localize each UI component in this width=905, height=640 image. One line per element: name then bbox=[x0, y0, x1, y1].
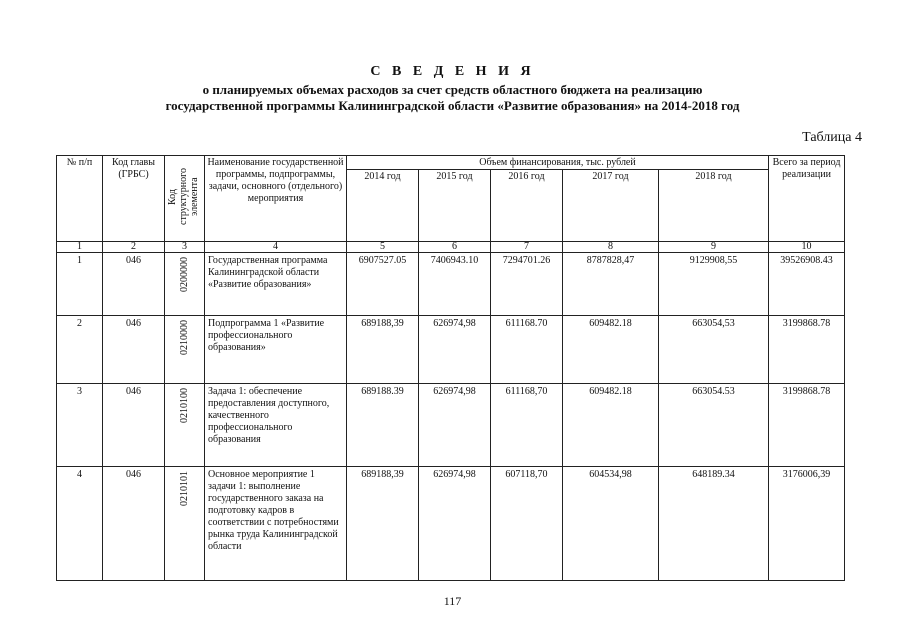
row-name: Подпрограмма 1 «Развитие профессионального образования» bbox=[205, 316, 347, 384]
funding-table bbox=[56, 155, 845, 581]
col-number: 7 bbox=[491, 242, 563, 253]
row-value-2016: 611168.70 bbox=[491, 316, 563, 384]
row-value-2018: 9129908,55 bbox=[659, 253, 769, 316]
row-code bbox=[165, 467, 205, 581]
header-2017: 2017 год bbox=[563, 170, 659, 242]
column-number-row bbox=[57, 242, 845, 253]
row-value-2018: 663054.53 bbox=[659, 384, 769, 467]
row-num: 4 bbox=[57, 467, 103, 581]
row-value-2015: 7406943.10 bbox=[419, 253, 491, 316]
table-label: Таблица 4 bbox=[802, 130, 862, 145]
col-number: 4 bbox=[205, 242, 347, 253]
row-num: 3 bbox=[57, 384, 103, 467]
row-name: Государственная программа Калининградской области «Развитие образования» bbox=[205, 253, 347, 316]
page-number: 117 bbox=[443, 594, 462, 608]
row-grbs: 046 bbox=[103, 316, 165, 384]
header-2016: 2016 год bbox=[491, 170, 563, 242]
header-name: Наименование государственной программы, подпрограммы, задачи, основного (отдельного) мероприятия bbox=[205, 156, 347, 242]
row-num: 1 bbox=[57, 253, 103, 316]
row-value-2018: 648189.34 bbox=[659, 467, 769, 581]
row-value-2015: 626974,98 bbox=[419, 316, 491, 384]
row-value-2014: 689188,39 bbox=[347, 316, 419, 384]
header-2018: 2018 год bbox=[659, 170, 769, 242]
header-2014: 2014 год bbox=[347, 170, 419, 242]
row-num: 2 bbox=[57, 316, 103, 384]
document-subtitle-line2: государственной программы Калининградской области «Развитие образования» на 2014-2018 год bbox=[165, 98, 740, 113]
row-value-2017: 609482.18 bbox=[563, 384, 659, 467]
col-number: 10 bbox=[769, 242, 845, 253]
header-num: № п/п bbox=[57, 156, 103, 242]
row-value-2016: 611168,70 bbox=[491, 384, 563, 467]
table-row bbox=[57, 384, 845, 467]
row-code bbox=[165, 384, 205, 467]
col-number: 3 bbox=[165, 242, 205, 253]
header-2015: 2015 год bbox=[419, 170, 491, 242]
row-grbs: 046 bbox=[103, 253, 165, 316]
row-total: 3199868.78 bbox=[769, 316, 845, 384]
row-value-2017: 604534,98 bbox=[563, 467, 659, 581]
row-grbs: 046 bbox=[103, 467, 165, 581]
row-code-text: 0210100 bbox=[179, 388, 190, 423]
header-code-label: Код структурного элемента bbox=[166, 168, 200, 226]
row-name: Основное мероприятие 1 задачи 1: выполнение государственного заказа на подготовку кадров в соответствии с потребностями рынка труда Калининградской области bbox=[205, 467, 347, 581]
row-value-2016: 607118,70 bbox=[491, 467, 563, 581]
col-number: 1 bbox=[57, 242, 103, 253]
row-code bbox=[165, 316, 205, 384]
row-value-2014: 6907527.05 bbox=[347, 253, 419, 316]
row-total: 3176006,39 bbox=[769, 467, 845, 581]
row-total: 3199868.78 bbox=[769, 384, 845, 467]
table-row bbox=[57, 467, 845, 581]
document-title: С В Е Д Е Н И Я bbox=[370, 64, 535, 79]
header-funding-group: Объем финансирования, тыс. рублей bbox=[347, 156, 769, 170]
row-value-2016: 7294701.26 bbox=[491, 253, 563, 316]
row-code-text: 0210101 bbox=[179, 471, 190, 506]
table-row bbox=[57, 316, 845, 384]
row-value-2014: 689188,39 bbox=[347, 467, 419, 581]
row-value-2017: 8787828,47 bbox=[563, 253, 659, 316]
row-value-2015: 626974,98 bbox=[419, 384, 491, 467]
row-value-2014: 689188.39 bbox=[347, 384, 419, 467]
row-value-2018: 663054,53 bbox=[659, 316, 769, 384]
row-total: 39526908.43 bbox=[769, 253, 845, 316]
col-number: 6 bbox=[419, 242, 491, 253]
col-number: 2 bbox=[103, 242, 165, 253]
col-number: 9 bbox=[659, 242, 769, 253]
table-row bbox=[57, 253, 845, 316]
row-code bbox=[165, 253, 205, 316]
row-grbs: 046 bbox=[103, 384, 165, 467]
col-number: 5 bbox=[347, 242, 419, 253]
col-number: 8 bbox=[563, 242, 659, 253]
header-grbs: Код главы (ГРБС) bbox=[103, 156, 165, 242]
row-value-2015: 626974,98 bbox=[419, 467, 491, 581]
header-total: Всего за период реализации bbox=[769, 156, 845, 242]
document-subtitle-line1: о планируемых объемах расходов за счет средств областного бюджета на реализацию bbox=[202, 82, 703, 97]
header-code bbox=[165, 156, 205, 242]
row-code-text: 0210000 bbox=[179, 320, 190, 355]
row-name: Задача 1: обеспечение предоставления доступного, качественного профессионального образования bbox=[205, 384, 347, 467]
row-code-text: 0200000 bbox=[179, 257, 190, 292]
row-value-2017: 609482.18 bbox=[563, 316, 659, 384]
